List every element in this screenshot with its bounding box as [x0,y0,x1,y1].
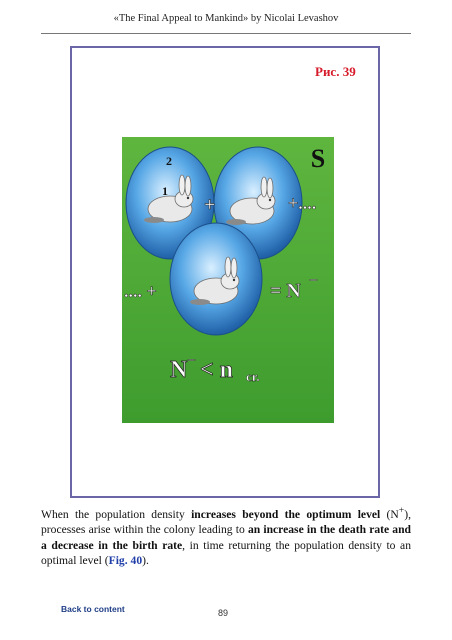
plus-dots-top: +.... [288,193,317,213]
paragraph-bold: an increase in the death rate and a decrease in the birth rate [41,523,411,552]
body-paragraph [41,503,411,569]
header-divider [41,33,411,34]
formula-subscript: cr. [246,369,260,384]
page-number: 89 [218,608,229,618]
formula-n: N [170,357,188,383]
back-to-content-link[interactable]: Back to content [61,604,125,614]
paragraph-text: , in time returning the population density to an optimal level ( [41,538,411,568]
label-2: 2 [166,154,172,168]
plus-sign: + [204,194,216,216]
dots-plus-bottom: .... + [124,281,157,301]
figure-frame [70,46,380,498]
paragraph-text: When the population density [41,507,192,521]
paragraph-text: ), processes arise within the colony leading to [41,507,411,537]
population-diagram [122,137,334,423]
label-1: 1 [162,184,168,198]
superscript-minus: – [310,272,317,287]
figure-caption: Рис. 39 [315,64,356,79]
green-panel [122,137,334,423]
paragraph-bold: increases beyond the optimum level [191,507,381,521]
figure-link[interactable]: Fig. 40 [108,554,143,568]
paragraph-text: (N [380,507,399,521]
paragraph-superscript: + [398,505,405,516]
formula-minus: – [188,352,195,367]
paragraph-text: ). [142,554,149,568]
formula-lt-n: < n [200,357,234,383]
page-header: «The Final Appeal to Mankind» by Nicolai Levashov [113,13,339,24]
equals-n: = N [270,280,301,302]
corner-letter-s: S [310,144,326,173]
